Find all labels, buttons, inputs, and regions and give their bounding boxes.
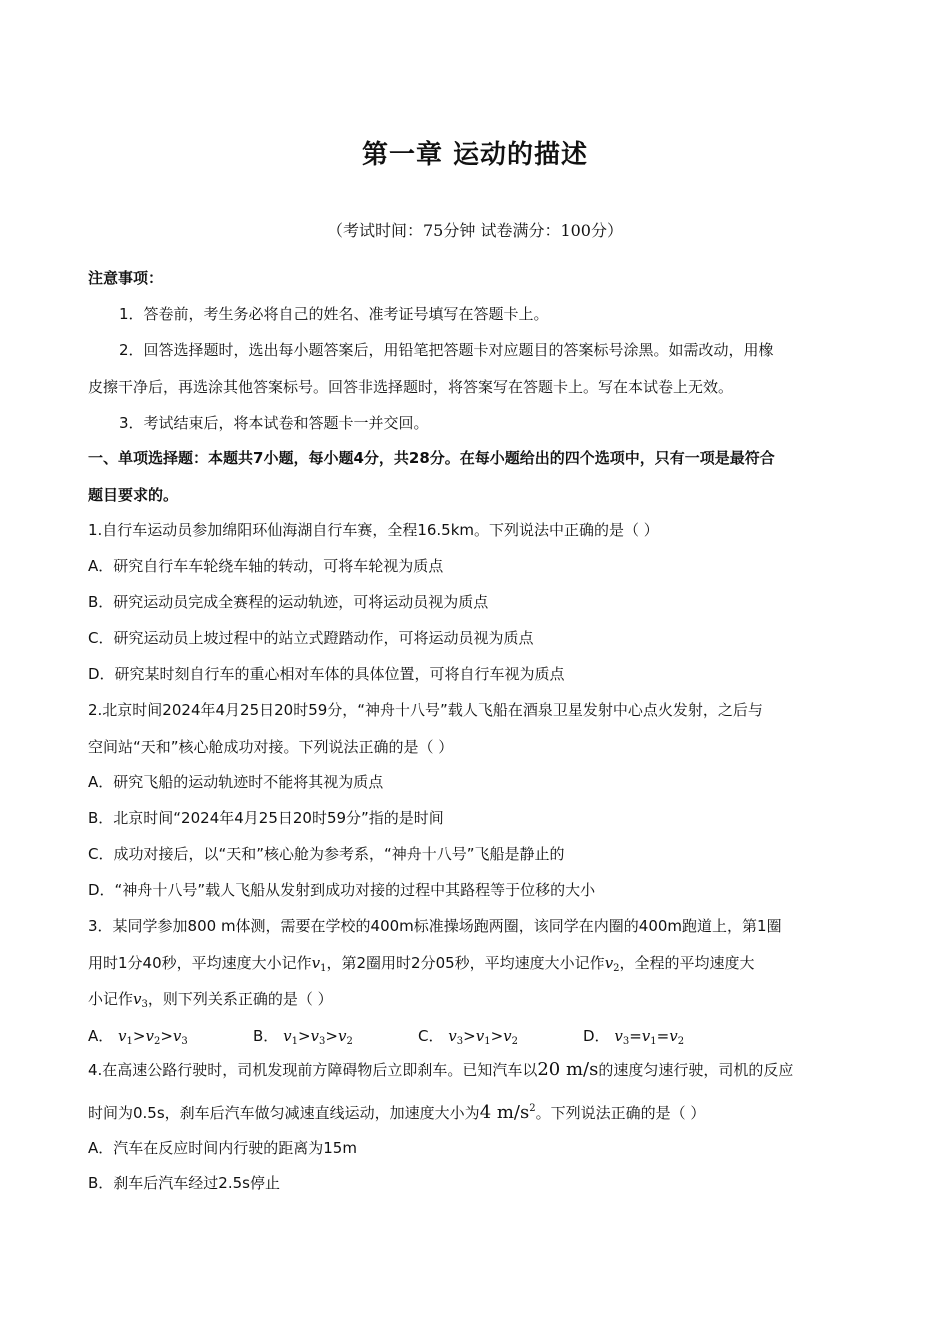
- q2-stem: 2.北京时间2024年4月25日20时59分，“神舟十八号”载人飞船在酒泉卫星发射中心点火发射，之后与: [88, 701, 763, 719]
- q2-option-d: D．“神舟十八号”载人飞船从发射到成功对接的过程中其路程等于位移的大小: [88, 881, 596, 899]
- q3-text: ，第2圈用时2分05秒，平均速度大小记作: [326, 954, 605, 972]
- q4-text: 时间为0.5s，刹车后汽车做匀减速直线运动，加速度大小为: [88, 1104, 480, 1122]
- q4-text: 。下列说法正确的是（ ）: [535, 1104, 706, 1122]
- q3-stem-cont2: [88, 989, 868, 1015]
- q4-option-b: B．刹车后汽车经过2.5s停止: [88, 1174, 280, 1192]
- v3-symbol: $v_3$: [133, 990, 148, 1010]
- notice-heading: 注意事项：: [88, 269, 164, 287]
- q2-option-a: A．研究飞船的运动轨迹时不能将其视为质点: [88, 773, 384, 791]
- q4-text: 的速度匀速行驶，司机的反应: [598, 1061, 794, 1079]
- notice-item-2: 2．回答选择题时，选出每小题答案后，用铅笔把答题卡对应题目的答案标号涂黑。如需改动，用橡: [119, 341, 774, 359]
- q3-text: 小记作: [88, 990, 134, 1008]
- q3-text: 用时1分40秒，平均速度大小记作: [88, 954, 312, 972]
- q3-option-b: B． $v_1>v_3>v_2$: [253, 1027, 353, 1047]
- v2-symbol: $v_2$: [604, 954, 620, 974]
- q3-text: ，则下列关系正确的是（ ）: [147, 990, 333, 1008]
- exam-info: （考试时间：75分钟 试卷满分：100分）: [327, 221, 623, 240]
- q3-text: ，全程的平均速度大: [619, 954, 755, 972]
- page-title: 第一章 运动的描述: [361, 140, 589, 170]
- q1-option-b: B．研究运动员完成全赛程的运动轨迹，可将运动员视为质点: [88, 593, 489, 611]
- acceleration-value: 4 $m/s^2$: [479, 1102, 536, 1123]
- q3-stem-cont: [88, 953, 868, 979]
- v1-symbol: $v_1$: [311, 954, 327, 974]
- q3-option-d: D． $v_3=v_1=v_2$: [583, 1027, 685, 1047]
- notice-item-3: 3．考试结束后，将本试卷和答题卡一并交回。: [119, 414, 429, 432]
- q4-option-a: A．汽车在反应时间内行驶的距离为15m: [88, 1139, 357, 1157]
- speed-value: 20 m/s: [537, 1059, 599, 1080]
- q1-option-c: C．研究运动员上坡过程中的站立式蹬踏动作，可将运动员视为质点: [88, 629, 534, 647]
- q1-stem: 1.自行车运动员参加绵阳环仙海湖自行车赛，全程16.5km。下列说法中正确的是（ ）: [88, 521, 659, 539]
- q3-option-a: A． $v_1>v_2>v_3$: [88, 1027, 188, 1047]
- q3-stem: 3．某同学参加800 m体测，需要在学校的400m标准操场跑两圈，该同学在内圈的400m跑道上，第1圈: [88, 917, 782, 935]
- notice-item-1: 1．答卷前，考生务必将自己的姓名、准考证号填写在答题卡上。: [119, 305, 549, 323]
- q3-option-c: C． $v_3>v_1>v_2$: [418, 1027, 518, 1047]
- q4-text: 4.在高速公路行驶时，司机发现前方障碍物后立即刹车。已知汽车以: [88, 1061, 538, 1079]
- q1-option-d: D．研究某时刻自行车的重心相对车体的具体位置，可将自行车视为质点: [88, 665, 565, 683]
- section-heading: 一、单项选择题：本题共7小题，每小题4分，共28分。在每小题给出的四个选项中，只有一项是最符合: [88, 449, 775, 467]
- q4-stem-cont: [88, 1099, 868, 1123]
- q1-option-a: A．研究自行车车轮绕车轴的转动，可将车轮视为质点: [88, 557, 444, 575]
- notice-item-2-cont: 皮擦干净后，再选涂其他答案标号。回答非选择题时，将答案写在答题卡上。写在本试卷上无效。: [88, 378, 734, 396]
- q2-option-b: B．北京时间“2024年4月25日20时59分”指的是时间: [88, 809, 444, 827]
- q2-option-c: C．成功对接后，以“天和”核心舱为参考系，“神舟十八号”飞船是静止的: [88, 845, 565, 863]
- q4-stem: [88, 1060, 868, 1080]
- q2-stem-cont: 空间站“天和”核心舱成功对接。下列说法正确的是（ ）: [88, 738, 454, 756]
- section-heading-cont: 题目要求的。: [88, 486, 179, 504]
